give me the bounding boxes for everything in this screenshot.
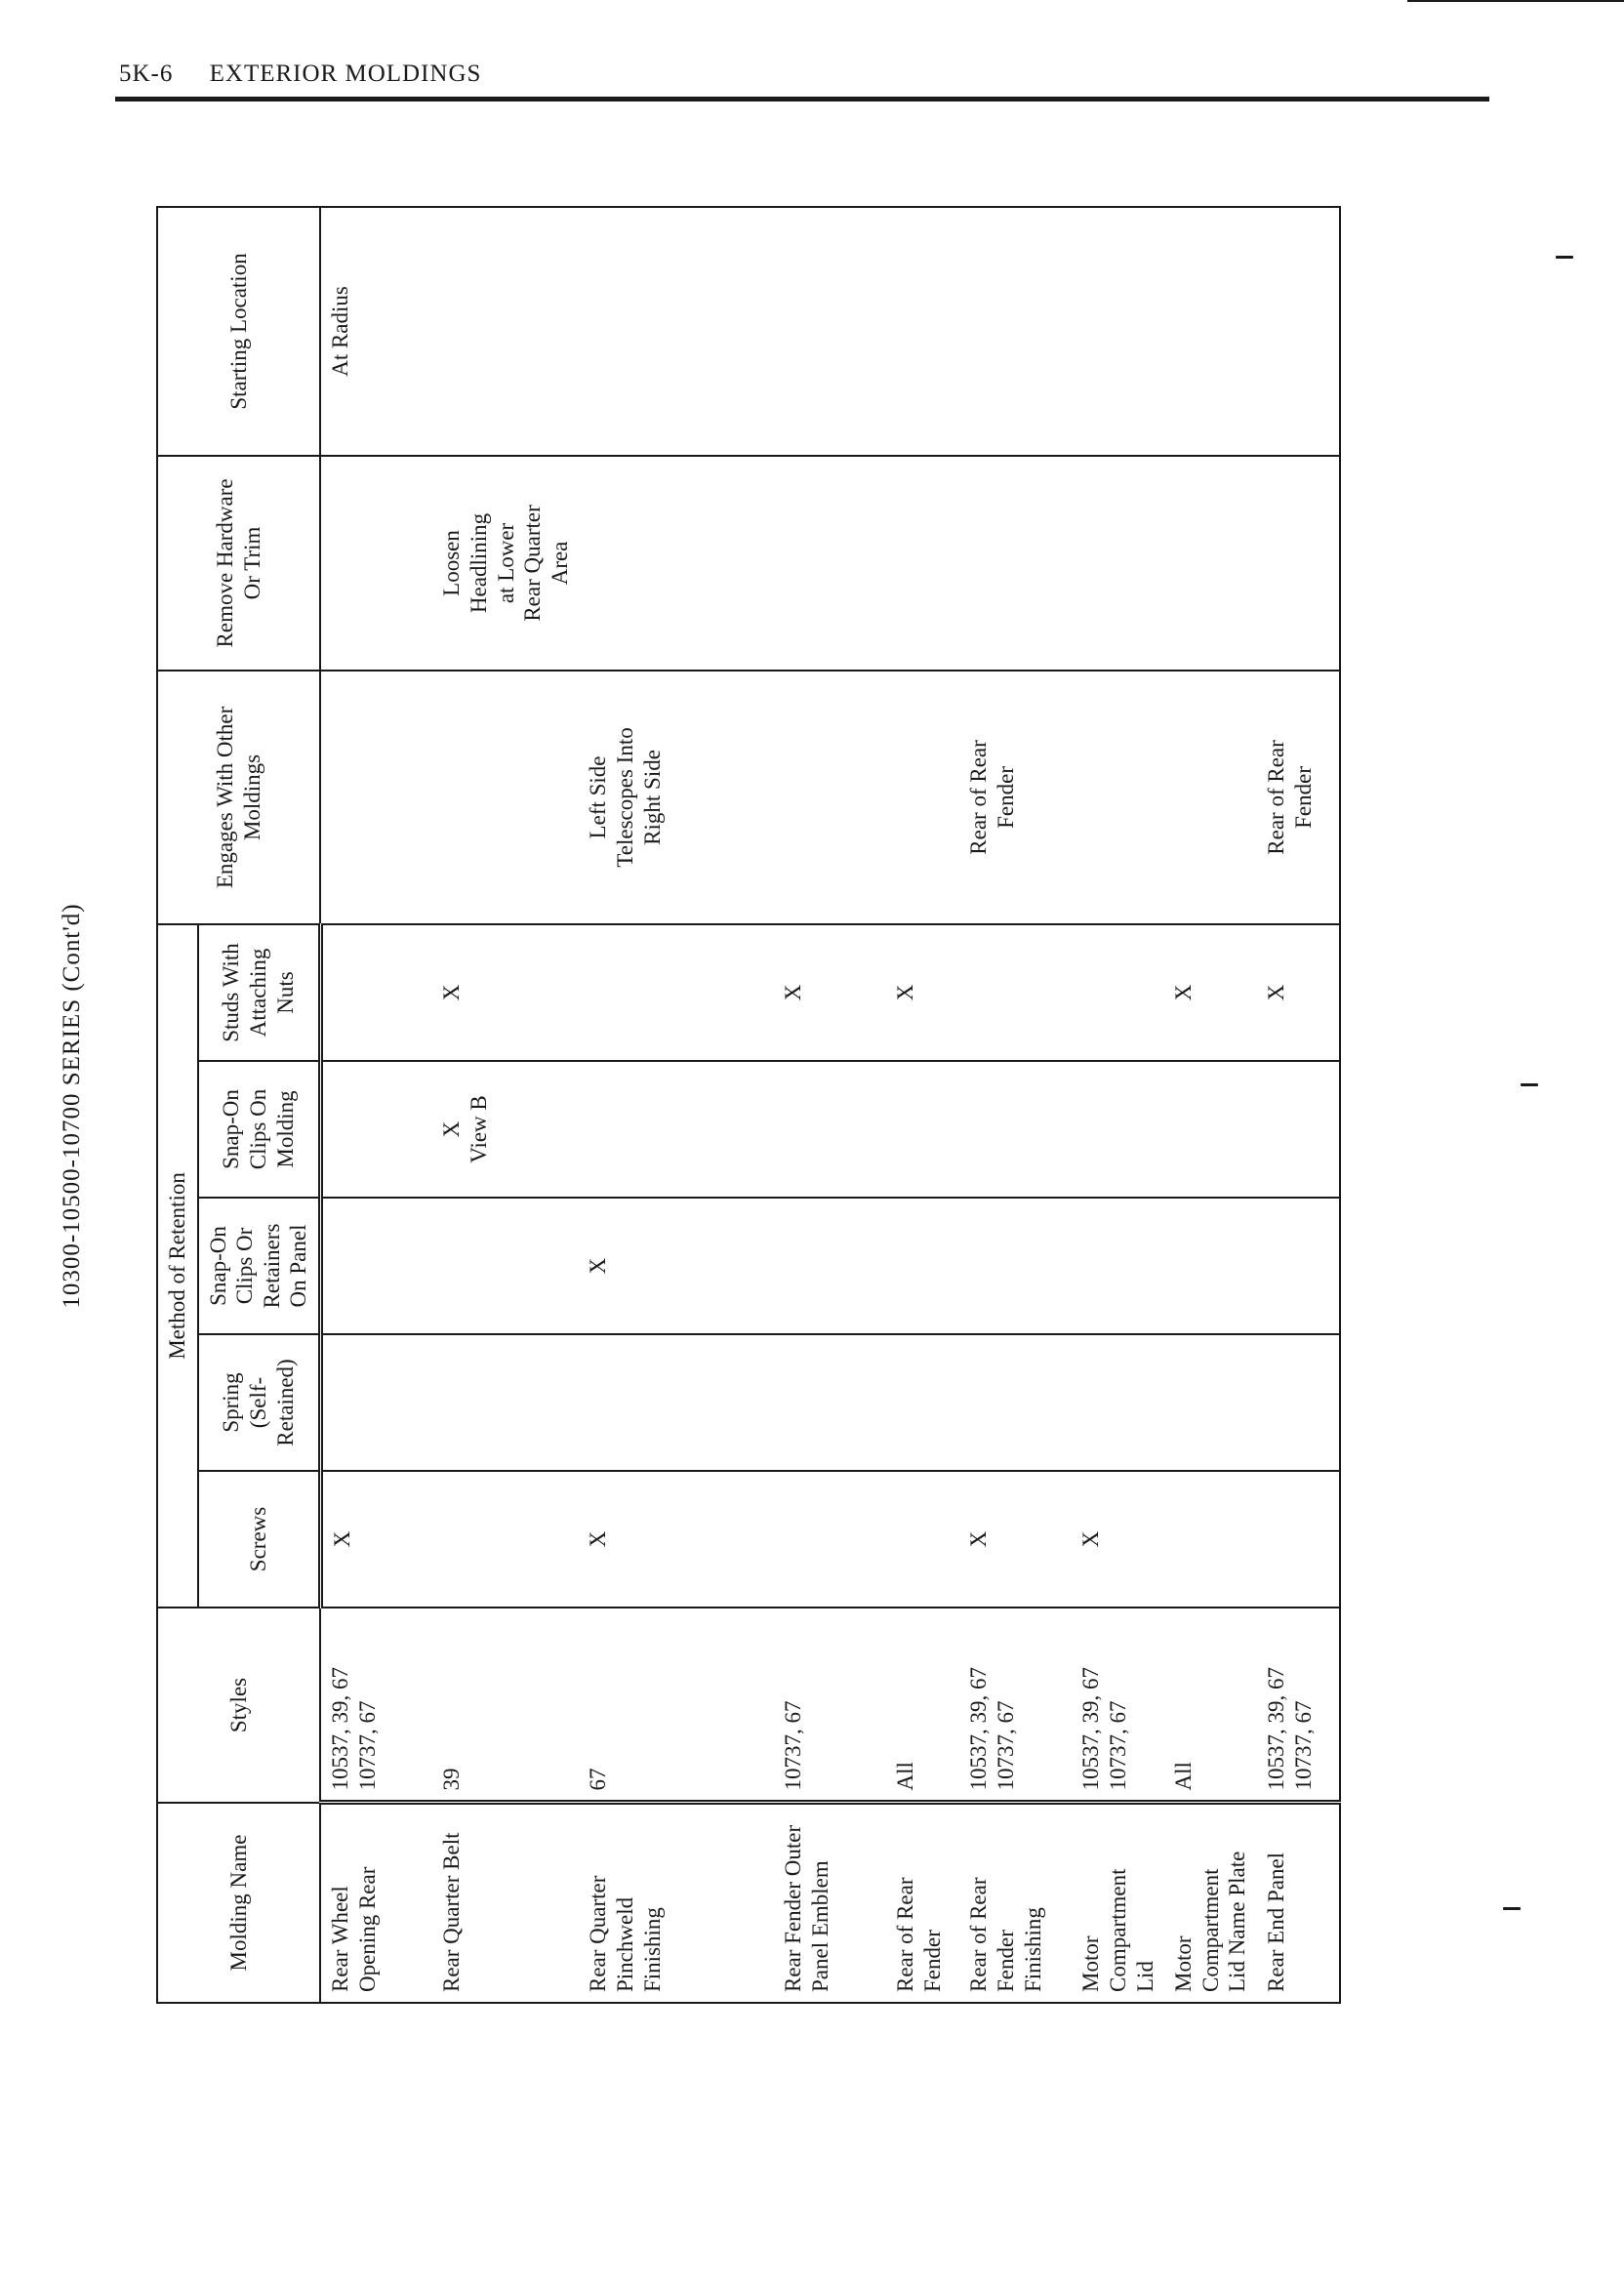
spring-cell — [1072, 1334, 1164, 1471]
engages-cell: Left Side Telescopes Into Right Side — [579, 671, 774, 924]
remove-hardware-cell — [959, 456, 1072, 671]
starting-location-cell: At Radius — [320, 207, 432, 456]
screws-cell — [886, 1471, 959, 1608]
studs-cell — [579, 924, 774, 1061]
screws-cell: X — [579, 1471, 774, 1608]
styles-cell: All — [886, 1608, 959, 1803]
edge-mark — [1503, 1907, 1521, 1910]
spring-cell — [579, 1334, 774, 1471]
engages-cell — [1072, 671, 1164, 924]
molding-name-cell: Motor Compartment Lid — [1072, 1803, 1164, 2003]
starting-location-cell — [886, 207, 959, 456]
spring-cell — [1164, 1334, 1257, 1471]
spring-cell — [774, 1334, 886, 1471]
remove-hardware-cell — [1072, 456, 1164, 671]
table-row — [1257, 207, 1340, 2003]
snap-on-molding-cell — [579, 1061, 774, 1198]
styles-cell: 39 — [432, 1608, 579, 1803]
table-row — [320, 207, 432, 2003]
remove-hardware-cell — [1257, 456, 1340, 671]
molding-name-cell: Rear Fender Outer Panel Emblem — [774, 1803, 886, 2003]
starting-location-cell — [579, 207, 774, 456]
snap-on-panel-cell — [886, 1198, 959, 1334]
spring-cell — [432, 1334, 579, 1471]
snap-on-panel-cell — [1164, 1198, 1257, 1334]
starting-location-cell — [1072, 207, 1164, 456]
studs-cell: X — [1257, 924, 1340, 1061]
snap-on-molding-cell — [1164, 1061, 1257, 1198]
section-title: EXTERIOR MOLDINGS — [209, 61, 482, 87]
screws-cell — [1257, 1471, 1340, 1608]
styles-cell: 10537, 39, 67 10737, 67 — [1072, 1608, 1164, 1803]
molding-name-cell: Rear Quarter Pinchweld Finishing — [579, 1803, 774, 2003]
studs-cell — [320, 924, 432, 1061]
header-starting-location: Starting Location — [157, 207, 320, 456]
table-row — [432, 207, 579, 2003]
snap-on-molding-cell: X View B — [432, 1061, 579, 1198]
header-remove-hardware: Remove Hardware Or Trim — [157, 456, 320, 671]
molding-name-cell: Rear End Panel — [1257, 1803, 1340, 2003]
snap-on-molding-cell — [959, 1061, 1072, 1198]
styles-cell: 10537, 39, 67 10737, 67 — [959, 1608, 1072, 1803]
snap-on-panel-cell — [432, 1198, 579, 1334]
starting-location-cell — [774, 207, 886, 456]
engages-cell — [1164, 671, 1257, 924]
styles-cell: 67 — [579, 1608, 774, 1803]
table-row — [959, 207, 1072, 2003]
starting-location-cell — [432, 207, 579, 456]
table-body — [320, 207, 1340, 2003]
header-engages: Engages With Other Moldings — [157, 671, 320, 924]
engages-cell — [320, 671, 432, 924]
styles-cell: All — [1164, 1608, 1257, 1803]
engages-cell: Rear of Rear Fender — [959, 671, 1072, 924]
screws-cell: X — [1072, 1471, 1164, 1608]
table-row — [886, 207, 959, 2003]
header-spring: Spring (Self-Retained) — [198, 1334, 321, 1471]
table-row — [1072, 207, 1164, 2003]
header-snap-on-molding: Snap-On Clips On Molding — [198, 1061, 321, 1198]
screws-cell — [432, 1471, 579, 1608]
table-row — [1164, 207, 1257, 2003]
engages-cell — [886, 671, 959, 924]
snap-on-panel-cell — [959, 1198, 1072, 1334]
remove-hardware-cell: Loosen Headlining at Lower Rear Quarter Area — [432, 456, 579, 671]
engages-cell — [774, 671, 886, 924]
remove-hardware-cell — [886, 456, 959, 671]
screws-cell — [1164, 1471, 1257, 1608]
snap-on-molding-cell — [320, 1061, 432, 1198]
snap-on-panel-cell: X — [579, 1198, 774, 1334]
engages-cell — [432, 671, 579, 924]
header-screws: Screws — [198, 1471, 321, 1608]
molding-name-cell: Rear of Rear Fender Finishing — [959, 1803, 1072, 2003]
molding-name-cell: Rear of Rear Fender — [886, 1803, 959, 2003]
remove-hardware-cell — [579, 456, 774, 671]
molding-name-cell: Rear Wheel Opening Rear — [320, 1803, 432, 2003]
styles-cell: 10537, 39, 67 10737, 67 — [320, 1608, 432, 1803]
spring-cell — [1257, 1334, 1340, 1471]
retention-table-rotated — [59, 208, 1483, 2004]
molding-name-cell: Rear Quarter Belt — [432, 1803, 579, 2003]
header-method-of-retention: Method of Retention — [157, 924, 198, 1608]
styles-cell: 10537, 39, 67 10737, 67 — [1257, 1608, 1340, 1803]
screws-cell: X — [959, 1471, 1072, 1608]
spring-cell — [320, 1334, 432, 1471]
snap-on-panel-cell — [774, 1198, 886, 1334]
snap-on-panel-cell — [1257, 1198, 1340, 1334]
studs-cell — [959, 924, 1072, 1061]
snap-on-panel-cell — [320, 1198, 432, 1334]
snap-on-panel-cell — [1072, 1198, 1164, 1334]
starting-location-cell — [959, 207, 1072, 456]
screws-cell: X — [320, 1471, 432, 1608]
header-snap-on-panel: Snap-On Clips Or Retainers On Panel — [198, 1198, 321, 1334]
table-row — [774, 207, 886, 2003]
series-title: 10300-10500-10700 SERIES (Cont'd) — [59, 903, 85, 1309]
studs-cell: X — [774, 924, 886, 1061]
remove-hardware-cell — [774, 456, 886, 671]
page-header — [119, 61, 481, 88]
remove-hardware-cell — [1164, 456, 1257, 671]
snap-on-molding-cell — [774, 1061, 886, 1198]
table-row — [579, 207, 774, 2003]
corner-rule — [1407, 0, 1624, 2]
spring-cell — [959, 1334, 1072, 1471]
screws-cell — [774, 1471, 886, 1608]
edge-mark — [1556, 256, 1573, 259]
engages-cell: Rear of Rear Fender — [1257, 671, 1340, 924]
studs-cell: X — [432, 924, 579, 1061]
page-code: 5K-6 — [119, 61, 174, 87]
header-studs: Studs With Attaching Nuts — [198, 924, 321, 1061]
header-rule — [115, 97, 1489, 102]
styles-cell: 10737, 67 — [774, 1608, 886, 1803]
snap-on-molding-cell — [1072, 1061, 1164, 1198]
studs-cell: X — [1164, 924, 1257, 1061]
molding-name-cell: Motor Compartment Lid Name Plate — [1164, 1803, 1257, 2003]
remove-hardware-cell — [320, 456, 432, 671]
retention-table — [156, 206, 1341, 2004]
studs-cell — [1072, 924, 1164, 1061]
header-molding-name: Molding Name — [157, 1803, 320, 2003]
snap-on-molding-cell — [1257, 1061, 1340, 1198]
snap-on-molding-cell — [886, 1061, 959, 1198]
spring-cell — [886, 1334, 959, 1471]
edge-mark — [1521, 1083, 1538, 1086]
starting-location-cell — [1257, 207, 1340, 456]
studs-cell: X — [886, 924, 959, 1061]
header-styles: Styles — [157, 1608, 320, 1803]
starting-location-cell — [1164, 207, 1257, 456]
